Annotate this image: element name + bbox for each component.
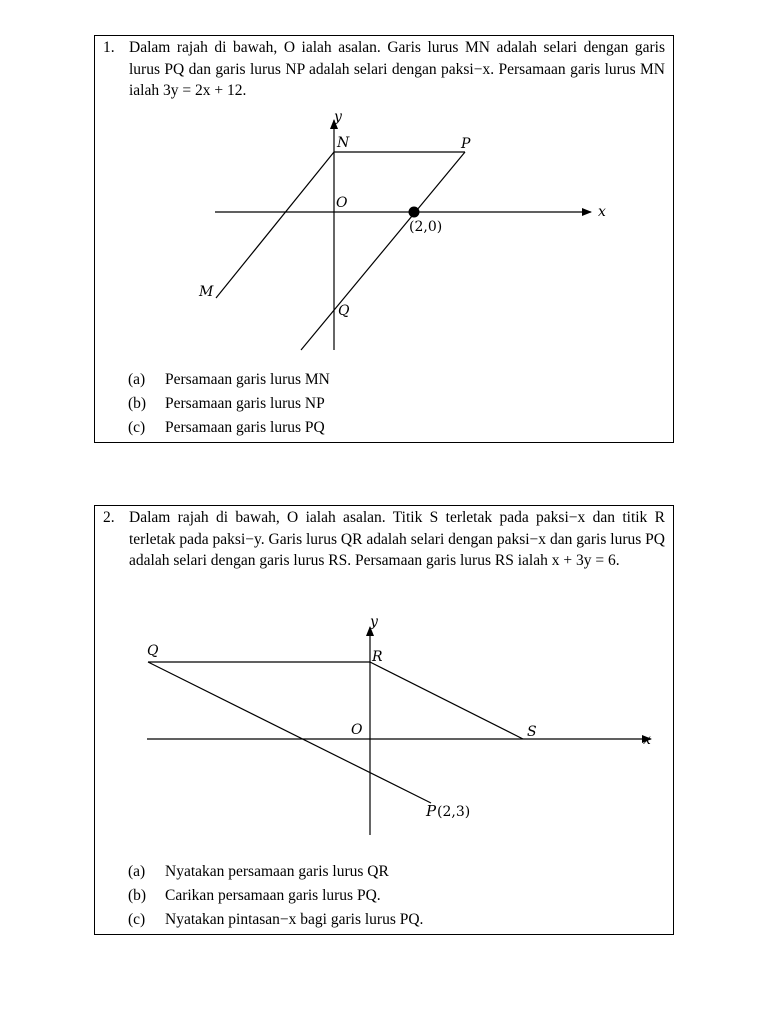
point-label: (2,0) <box>409 219 443 235</box>
part-c: (c) Nyatakan pintasan−x bagi garis lurus PQ. <box>128 911 424 928</box>
x-axis-label: x <box>598 204 606 220</box>
x-axis-label: x <box>643 732 651 748</box>
y-axis-label: y <box>334 109 342 125</box>
question-2-box <box>94 505 674 935</box>
y-axis-label: y <box>370 614 378 630</box>
label-P-coord: (2,3) <box>437 804 471 820</box>
line-RS <box>370 662 523 739</box>
label-M: M <box>199 284 214 300</box>
label-R: R <box>372 649 383 665</box>
label-P: P <box>461 136 471 152</box>
label-origin: O <box>336 195 348 211</box>
line-PQ <box>301 152 465 350</box>
question-1-parts <box>128 368 330 440</box>
question-2-diagram <box>95 506 675 846</box>
point-2-0 <box>409 207 420 218</box>
part-b: (b) Carikan persamaan garis lurus PQ. <box>128 887 381 904</box>
label-N: N <box>337 135 350 151</box>
question-2-parts <box>128 860 423 932</box>
part-c: (c) Persamaan garis lurus PQ <box>128 419 325 436</box>
part-b: (b) Persamaan garis lurus NP <box>128 395 325 412</box>
part-a: (a) Nyatakan persamaan garis lurus QR <box>128 863 389 880</box>
part-a: (a) Persamaan garis lurus MN <box>128 371 330 388</box>
line-PQ <box>148 662 431 803</box>
line-MN <box>216 152 334 298</box>
question-text: Dalam rajah di bawah, O ialah asalan. Garis lurus MN adalah selari dengan garis lurus PQ dan garis lurus NP adalah selari dengan paksi−x. Persamaan garis lurus MN ialah 3y = 2x + 12. <box>129 39 665 99</box>
question-text: Dalam rajah di bawah, O ialah asalan. Titik S terletak pada paksi−x dan titik R terletak pada paksi−y. Garis lurus QR adalah selari dengan paksi−x dan garis lurus PQ adalah selari dengan garis lurus RS. Persamaan garis lurus RS ialah x + 3y = 6. <box>129 509 665 569</box>
question-1-diagram <box>95 36 675 366</box>
label-P: P <box>426 802 437 820</box>
label-Q: Q <box>147 643 159 659</box>
label-origin: O <box>351 722 363 738</box>
question-1-box <box>94 35 674 443</box>
question-number: 2. <box>103 509 115 526</box>
label-S: S <box>527 724 537 740</box>
label-Q: Q <box>338 303 350 319</box>
question-number: 1. <box>103 39 115 56</box>
